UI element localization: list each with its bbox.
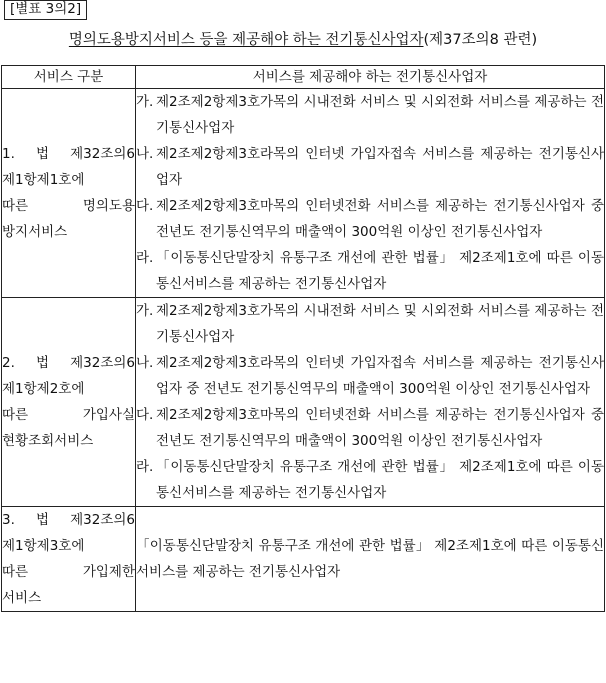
item-text: 제2조제2항제3호마목의 인터넷전화 서비스를 제공하는 전기통신사업자 중 전년도 전기통신역무의 매출액이 300억원 이상인 전기통신사업자 [156,407,604,449]
item-marker: 가. [136,94,154,110]
provider-item [136,245,604,297]
document-title [0,30,606,50]
service-line: 방지서비스 [2,224,68,240]
provider-cell [136,298,605,507]
item-text: 제2조제2항제3호마목의 인터넷전화 서비스를 제공하는 전기통신사업자 중 전년도 전기통신역무의 매출액이 300억원 이상인 전기통신사업자 [156,198,604,240]
service-line: 따른 가입제한 [2,564,135,580]
item-marker: 가. [136,303,154,319]
provider-item [136,454,604,506]
title-suffix: (제37조의8 관련) [423,32,538,48]
service-line: 따른 가입사실 [2,407,135,423]
service-line: 3. 법 제32조의6 [2,512,135,528]
header-service-category: 서비스 구분 [2,66,136,89]
table-row [2,89,605,298]
provider-item [136,89,604,141]
item-text: 제2조제2항제3호라목의 인터넷 가입자접속 서비스를 제공하는 전기통신사업자 [156,146,604,188]
service-line: 1. 법 제32조의6 [2,146,135,162]
item-text: 「이동통신단말장치 유통구조 개선에 관한 법률」 제2조제1호에 따른 이동통신서비스를 제공하는 전기통신사업자 [156,250,604,292]
provider-cell [136,507,605,612]
item-marker: 나. [136,146,154,162]
service-line: 제1항제3호에 [2,538,85,554]
service-line: 제1항제2호에 [2,381,85,397]
provider-item [136,141,604,193]
header-provider: 서비스를 제공해야 하는 전기통신사업자 [136,66,605,89]
item-text: 「이동통신단말장치 유통구조 개선에 관한 법률」 제2조제1호에 따른 이동통신서비스를 제공하는 전기통신사업자 [156,459,604,501]
service-line: 따른 명의도용 [2,198,135,214]
item-marker: 라. [136,459,154,475]
item-marker: 라. [136,250,154,266]
provider-item [136,350,604,402]
service-line: 서비스 [2,590,42,606]
annex-label: [별표 3의2] [4,0,87,20]
provider-item [136,298,604,350]
title-main: 명의도용방지서비스 등을 제공해야 하는 전기통신사업자 [68,32,424,48]
table-header-row [2,66,605,89]
service-line: 2. 법 제32조의6 [2,355,135,371]
service-category-cell [2,89,136,298]
service-provider-table [1,65,605,612]
service-category-cell [2,298,136,507]
item-text: 제2조제2항제3호라목의 인터넷 가입자접속 서비스를 제공하는 전기통신사업자 중 전년도 전기통신역무의 매출액이 300억원 이상인 전기통신사업자 [156,355,604,397]
service-line: 제1항제1호에 [2,172,85,188]
table-row [2,298,605,507]
provider-item [136,402,604,454]
item-marker: 다. [136,407,154,423]
item-text: 제2조제2항제3호가목의 시내전화 서비스 및 시외전화 서비스를 제공하는 전기통신사업자 [156,303,604,345]
item-marker: 나. [136,355,154,371]
provider-item [136,193,604,245]
provider-text: 「이동통신단말장치 유통구조 개선에 관한 법률」 제2조제1호에 따른 이동통신서비스를 제공하는 전기통신사업자 [136,538,604,580]
item-text: 제2조제2항제3호가목의 시내전화 서비스 및 시외전화 서비스를 제공하는 전기통신사업자 [156,94,604,136]
table-row [2,507,605,612]
item-marker: 다. [136,198,154,214]
service-line: 현황조회서비스 [2,433,94,449]
provider-cell [136,89,605,298]
service-category-cell [2,507,136,612]
